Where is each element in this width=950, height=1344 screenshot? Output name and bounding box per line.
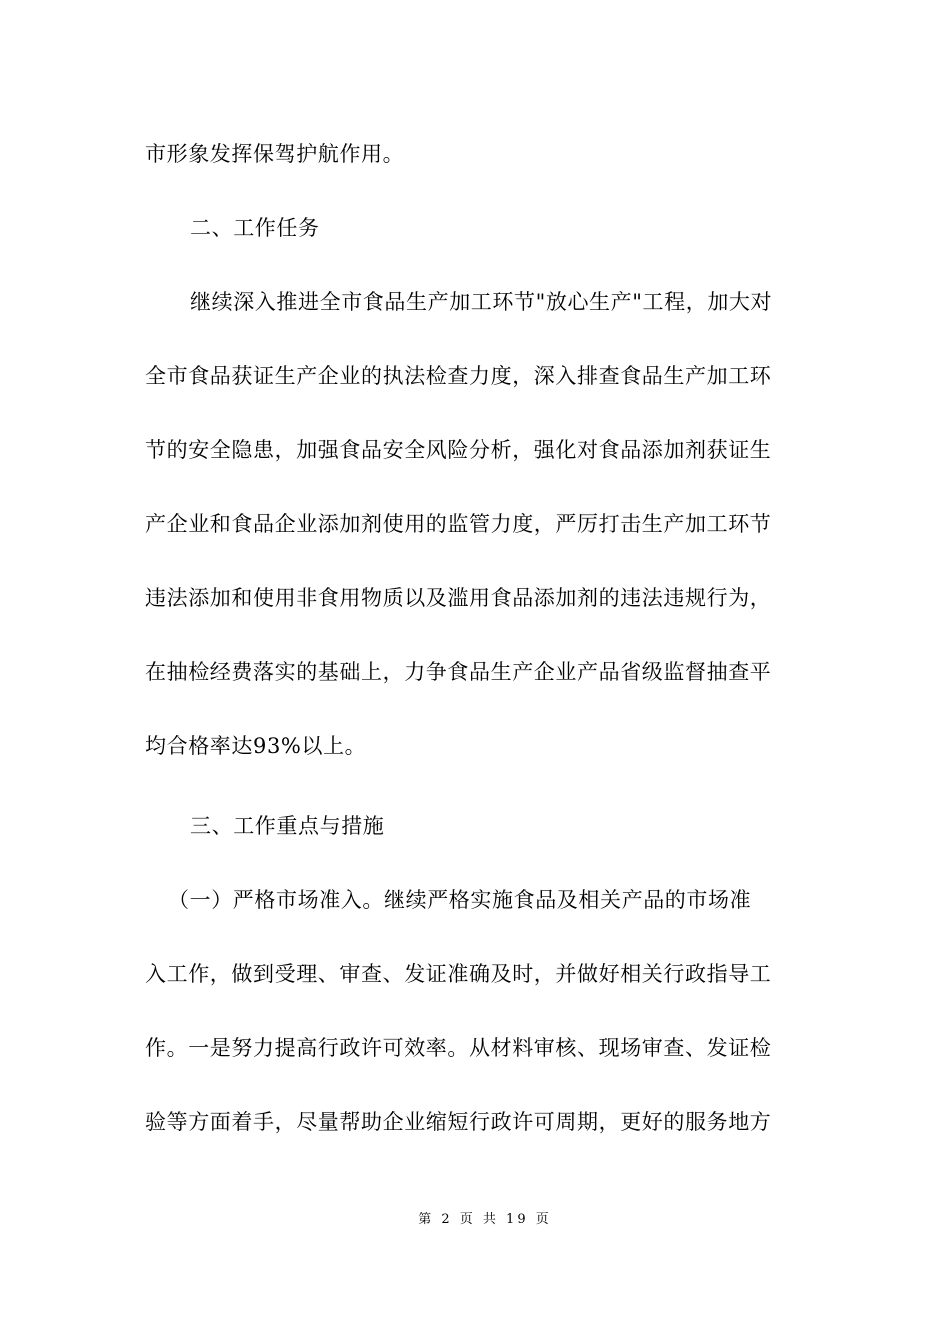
text-line: 市形象发挥保驾护航作用。 (145, 142, 405, 166)
text-line: 全市食品获证生产企业的执法检查力度，深入排查食品生产加工环 (145, 364, 772, 388)
text-line: （一）严格市场准入。继续严格实施食品及相关产品的市场准 (168, 888, 752, 912)
section-heading: 二、工作任务 (190, 216, 320, 240)
section-heading: 三、工作重点与措施 (190, 814, 385, 838)
text-line: 产企业和食品企业添加剂使用的监管力度，严厉打击生产加工环节 (145, 512, 772, 536)
text-line: 继续深入推进全市食品生产加工环节"放心生产"工程，加大对 (190, 290, 773, 314)
text-line: 节的安全隐患，加强食品安全风险分析，强化对食品添加剂获证生 (145, 438, 772, 462)
text-line: 违法添加和使用非食用物质以及滥用食品添加剂的违法违规行为， (145, 586, 772, 610)
text-line: 均合格率达93%以上。 (145, 734, 367, 758)
text-line: 作。一是努力提高行政许可效率。从材料审核、现场审查、发证检 (145, 1036, 772, 1060)
text-line: 入工作，做到受理、审查、发证准确及时，并做好相关行政指导工 (145, 962, 772, 986)
text-line: 验等方面着手，尽量帮助企业缩短行政许可周期，更好的服务地方 (145, 1110, 772, 1134)
text-line: 在抽检经费落实的基础上，力争食品生产企业产品省级监督抽查平 (145, 660, 772, 684)
page-number-footer: 第 2 页 共 19 页 (418, 1212, 552, 1227)
